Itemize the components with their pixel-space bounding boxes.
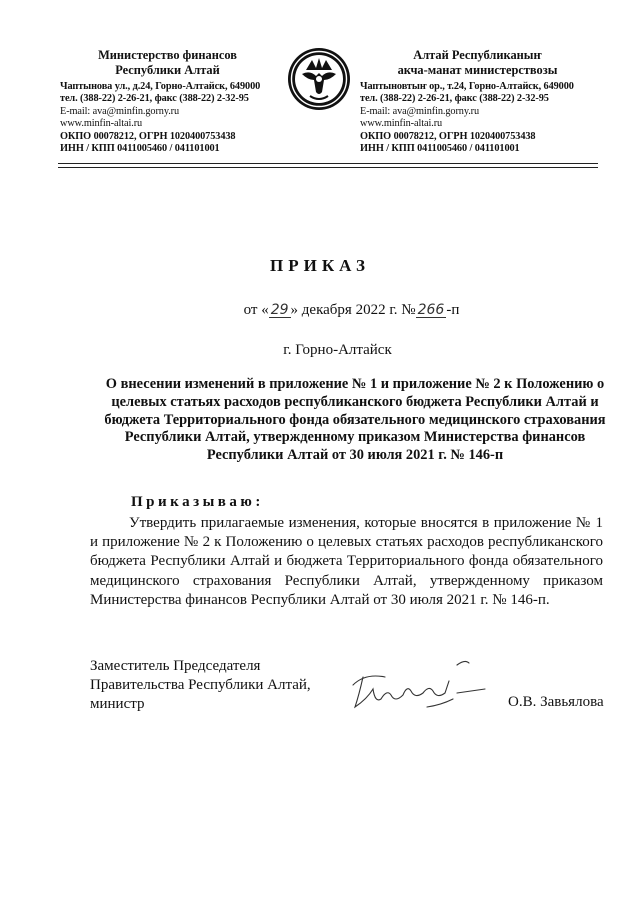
letterhead-right-okpo: ОКПО 00078212, ОГРН 1020400753438 xyxy=(360,130,536,142)
date-mid: » декабря 2022 г. № xyxy=(290,302,416,318)
subject-line: Республики Алтай от 30 июля 2021 г. № 146-п xyxy=(206,447,504,464)
order-number-suffix: -п xyxy=(446,302,460,318)
date-prefix: от « xyxy=(243,302,269,318)
republic-altai-emblem-icon xyxy=(286,46,352,112)
letterhead-left-inn: ИНН / КПП 0411005460 / 041101001 xyxy=(60,143,220,155)
subject-line: Республики Алтай, утвержденному приказом Министерства финансов xyxy=(124,429,586,446)
letterhead-left-okpo: ОКПО 00078212, ОГРН 1020400753438 xyxy=(60,130,236,142)
letterhead-divider-thin xyxy=(58,167,598,168)
letterhead-right-phone: тел. (388-22) 2-26-21, факс (388-22) 2-32-95 xyxy=(360,93,549,105)
orders-word: Приказываю: xyxy=(131,494,264,510)
letterhead-right-address: Чаптыновтыҥ ор., т.24, Горно-Алтайск, 649000 xyxy=(360,81,574,92)
letterhead-left-address: Чаптынова ул., д.24, Горно-Алтайск, 649000 xyxy=(60,81,261,92)
order-subject xyxy=(95,376,615,465)
subject-line: бюджета Территориального фонда обязательного медицинского страхования xyxy=(104,411,606,428)
order-number: 266 xyxy=(417,302,445,318)
letterhead-left-web: www.minfin-altai.ru xyxy=(60,118,143,130)
order-body xyxy=(90,514,603,610)
letterhead-right xyxy=(360,48,595,155)
letterhead-right-web: www.minfin-altai.ru xyxy=(360,118,443,130)
signer-title xyxy=(90,657,311,714)
date-day: 29 xyxy=(270,302,289,318)
letterhead-right-inn: ИНН / КПП 0411005460 / 041101001 xyxy=(360,143,520,155)
subject-line: целевых статьях расходов республиканского бюджета Республики Алтай и xyxy=(111,393,599,410)
handwritten-signature xyxy=(345,655,495,725)
signer-name: О.В. Завьялова xyxy=(508,694,604,710)
signer-line1: Заместитель Председателя xyxy=(90,658,261,674)
letterhead-left-title-line1: Министерство финансов xyxy=(98,48,237,62)
document-heading: ПРИКАЗ xyxy=(270,256,370,275)
city: г. Горно-Алтайск xyxy=(283,342,392,358)
letterhead-divider xyxy=(58,163,598,164)
letterhead-left-phone: тел. (388-22) 2-26-21, факс (388-22) 2-32-95 xyxy=(60,93,249,105)
signer-line2: Правительства Республики Алтай, xyxy=(90,677,311,693)
order-body-paragraph: Утвердить прилагаемые изменения, которые вносятся в приложение № 1 и приложение № 2 к Положению о целевых статьях расходов республиканского бюджета Республики Алтай и бюджета Территориального фонда обязательного медицинского страхования Республики Алтай, утвержденному приказом Министерства финансов Республики Алтай от 30 июля 2021 г. № 146-п. xyxy=(90,515,603,608)
letterhead-right-title-line1: Алтай Республиканыҥ xyxy=(413,48,542,62)
letterhead-left-title-line2: Республики Алтай xyxy=(115,62,220,77)
letterhead-left-email: E-mail: ava@minfin.gorny.ru xyxy=(60,105,180,117)
signer-line3: министр xyxy=(90,696,145,712)
subject-line: О внесении изменений в приложение № 1 и приложение № 2 к Положению о xyxy=(105,376,605,392)
letterhead-right-title xyxy=(360,48,595,77)
order-date-number xyxy=(0,302,640,319)
letterhead-left xyxy=(60,48,275,155)
letterhead-right-email: E-mail: ava@minfin.gorny.ru xyxy=(360,105,480,117)
letterhead-right-title-line2: акча-манат министерствозы xyxy=(397,62,558,77)
letterhead-left-title xyxy=(60,48,275,77)
